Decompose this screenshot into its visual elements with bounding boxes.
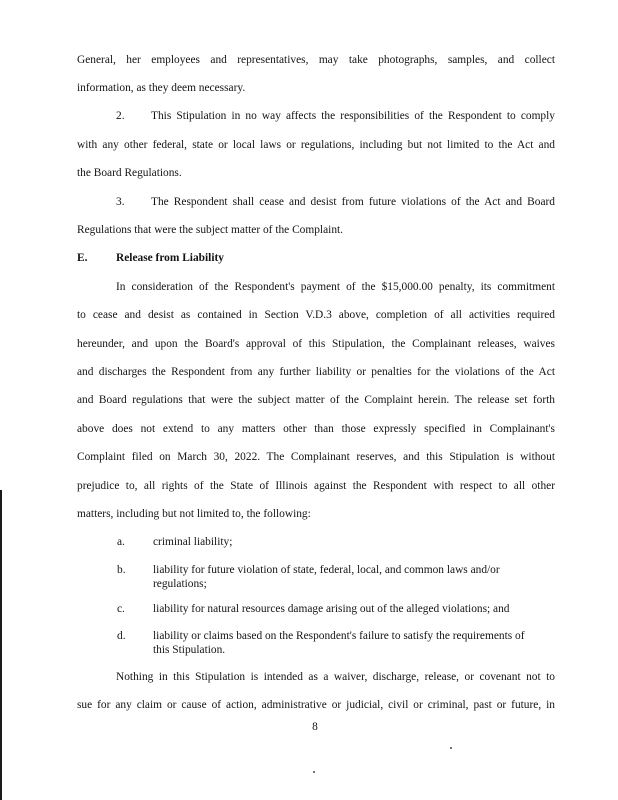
body-line: and discharges the Respondent from any further liability or penalties for the violations of the Act bbox=[77, 366, 555, 378]
list-item-text: liability for natural resources damage arising out of the alleged violations; and bbox=[153, 603, 510, 615]
paragraph-first-line: The Respondent shall cease and desist from future violations of the Act and Board bbox=[151, 196, 555, 208]
list-item-text: liability or claims based on the Respondent's failure to satisfy the requirements of bbox=[153, 630, 525, 642]
list-item-text: liability for future violation of state, federal, local, and common laws and/or bbox=[153, 564, 500, 576]
paragraph-number: 3. bbox=[116, 196, 125, 208]
paragraph-number: 2. bbox=[116, 110, 125, 122]
body-line: the Board Regulations. bbox=[77, 167, 182, 179]
body-line: Regulations that were the subject matter of the Complaint. bbox=[77, 224, 344, 236]
page-number: 8 bbox=[312, 721, 318, 733]
body-line: hereunder, and upon the Board's approval of this Stipulation, the Complainant releases, waives bbox=[77, 338, 555, 350]
body-line: information, as they deem necessary. bbox=[77, 82, 246, 94]
section-heading: Release from Liability bbox=[116, 252, 224, 264]
paragraph-first-line: Nothing in this Stipulation is intended as a waiver, discharge, release, or covenant not to bbox=[116, 671, 555, 683]
body-line: General, her employees and representatives, may take photographs, samples, and collect bbox=[77, 54, 555, 66]
body-line: sue for any claim or cause of action, administrative or judicial, civil or criminal, past or future, in bbox=[77, 699, 555, 711]
scan-speck bbox=[450, 747, 452, 749]
section-letter: E. bbox=[77, 252, 88, 264]
scan-edge-artifact bbox=[0, 490, 2, 800]
list-item-text: criminal liability; bbox=[153, 536, 233, 548]
body-line: above does not extend to any matters other than those expressly specified in Complainant's bbox=[77, 423, 555, 435]
list-item-letter: a. bbox=[117, 536, 125, 548]
body-line: prejudice to, all rights of the State of Illinois against the Respondent with respect to all other bbox=[77, 480, 555, 492]
list-item-text: this Stipulation. bbox=[153, 644, 226, 656]
list-item-letter: d. bbox=[117, 630, 126, 642]
list-item-text: regulations; bbox=[153, 578, 207, 590]
body-line: Complaint filed on March 30, 2022. The Complainant reserves, and this Stipulation is without bbox=[77, 451, 555, 463]
body-line: matters, including but not limited to, the following: bbox=[77, 508, 311, 520]
body-line: with any other federal, state or local laws or regulations, including but not limited to the Act and bbox=[77, 139, 555, 151]
body-line: to cease and desist as contained in Section V.D.3 above, completion of all activities required bbox=[77, 309, 555, 321]
list-item-letter: b. bbox=[117, 564, 126, 576]
paragraph-first-line: In consideration of the Respondent's payment of the $15,000.00 penalty, its commitment bbox=[116, 281, 555, 293]
list-item-letter: c. bbox=[117, 603, 125, 615]
scan-speck bbox=[313, 771, 315, 773]
body-line: and Board regulations that were the subject matter of the Complaint herein. The release set forth bbox=[77, 394, 555, 406]
paragraph-first-line: This Stipulation in no way affects the responsibilities of the Respondent to comply bbox=[151, 110, 555, 122]
